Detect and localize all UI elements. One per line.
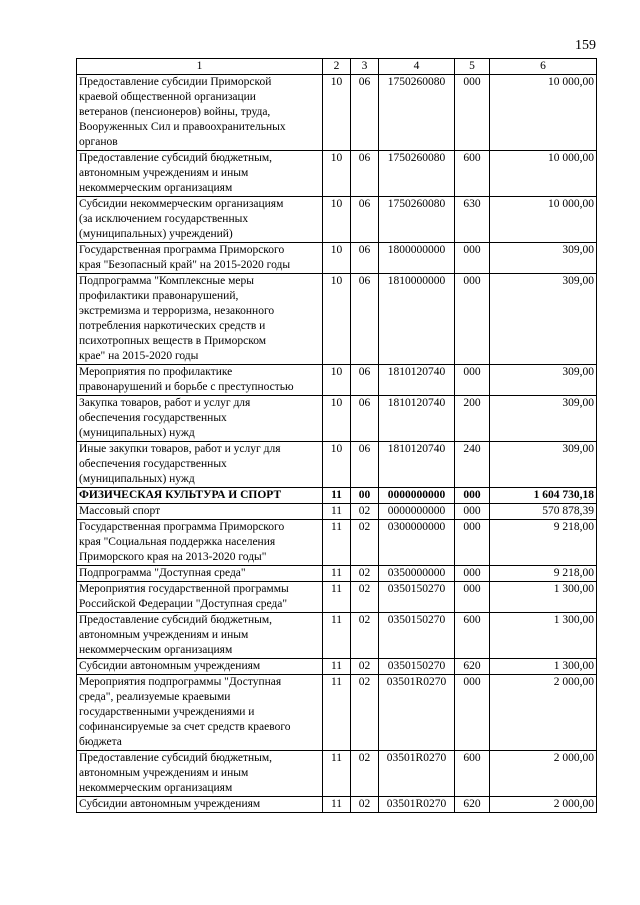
row-subsection-code: 02 <box>351 520 379 566</box>
header-col-4: 4 <box>379 59 455 75</box>
row-section-code: 11 <box>323 582 351 613</box>
row-section-code: 10 <box>323 396 351 442</box>
row-name-line: некоммерческим организациям <box>79 782 233 794</box>
row-name-line: (за исключением государственных <box>79 213 249 225</box>
row-name-line: края "Безопасный край" на 2015-2020 годы <box>79 259 291 271</box>
row-name <box>77 488 323 504</box>
row-name-line: Субсидии некоммерческим организациям <box>79 198 284 210</box>
row-name-line: Предоставление субсидии Приморской <box>79 76 272 88</box>
row-target-article-code: 1810000000 <box>379 274 455 365</box>
row-target-article-code: 0300000000 <box>379 520 455 566</box>
row-subsection-code: 02 <box>351 675 379 751</box>
row-subsection-code: 06 <box>351 365 379 396</box>
row-name-line: Иные закупки товаров, работ и услуг для <box>79 443 281 455</box>
row-name-line: (муниципальных) нужд <box>79 473 195 485</box>
row-subsection-code: 06 <box>351 442 379 488</box>
row-subsection-code: 06 <box>351 243 379 274</box>
row-amount: 2 000,00 <box>490 675 597 751</box>
row-name <box>77 151 323 197</box>
table-row <box>77 197 597 243</box>
row-name-line: Субсидии автономным учреждениям <box>79 660 261 672</box>
row-name-line: Приморского края на 2013-2020 годы" <box>79 551 267 563</box>
table-row <box>77 365 597 396</box>
row-expense-type-code: 620 <box>455 659 490 675</box>
row-section-code: 11 <box>323 797 351 813</box>
row-amount: 1 300,00 <box>490 613 597 659</box>
row-name-line: Закупка товаров, работ и услуг для <box>79 397 251 409</box>
row-name <box>77 566 323 582</box>
row-section-code: 10 <box>323 365 351 396</box>
row-subsection-code: 02 <box>351 504 379 520</box>
row-name-line: профилактики правонарушений, <box>79 290 239 302</box>
row-name-line: экстремизма и терроризма, незаконного <box>79 305 275 317</box>
row-subsection-code: 02 <box>351 582 379 613</box>
row-amount: 1 300,00 <box>490 659 597 675</box>
row-name-line: Мероприятия по профилактике <box>79 366 233 378</box>
row-amount: 309,00 <box>490 396 597 442</box>
row-amount: 1 604 730,18 <box>490 488 597 504</box>
row-name-line: Подпрограмма "Комплексные меры <box>79 275 254 287</box>
row-target-article-code: 03501R0270 <box>379 797 455 813</box>
row-expense-type-code: 000 <box>455 75 490 151</box>
row-target-article-code: 1810120740 <box>379 365 455 396</box>
row-subsection-code: 06 <box>351 151 379 197</box>
row-expense-type-code: 000 <box>455 274 490 365</box>
row-target-article-code: 0350150270 <box>379 613 455 659</box>
row-name <box>77 675 323 751</box>
row-name-line: обеспечения государственных <box>79 412 227 424</box>
row-name-line: автономным учреждениям и иным <box>79 629 249 641</box>
row-expense-type-code: 000 <box>455 488 490 504</box>
row-expense-type-code: 000 <box>455 520 490 566</box>
row-name-line: ветеранов (пенсионеров) войны, труда, <box>79 106 271 118</box>
row-name <box>77 442 323 488</box>
table-row <box>77 396 597 442</box>
row-target-article-code: 0000000000 <box>379 504 455 520</box>
row-name <box>77 797 323 813</box>
row-name-line: Государственная программа Приморского <box>79 521 285 533</box>
row-section-code: 11 <box>323 566 351 582</box>
row-expense-type-code: 630 <box>455 197 490 243</box>
row-name-line: обеспечения государственных <box>79 458 227 470</box>
row-name-line: органов <box>79 136 118 148</box>
row-section-code: 10 <box>323 75 351 151</box>
row-section-code: 10 <box>323 151 351 197</box>
row-name-line: психотропных веществ в Приморском <box>79 335 267 347</box>
row-expense-type-code: 600 <box>455 751 490 797</box>
row-name-line: Массовый спорт <box>79 505 161 517</box>
row-target-article-code: 0350150270 <box>379 582 455 613</box>
row-expense-type-code: 000 <box>455 504 490 520</box>
row-target-article-code: 1750260080 <box>379 197 455 243</box>
row-name-line: края "Социальная поддержка населения <box>79 536 276 548</box>
row-amount: 10 000,00 <box>490 75 597 151</box>
row-target-article-code: 1810120740 <box>379 396 455 442</box>
row-name-line: софинансируемые за счет средств краевого <box>79 721 291 733</box>
header-col-1: 1 <box>77 59 323 75</box>
row-section-code: 11 <box>323 504 351 520</box>
row-section-code: 11 <box>323 751 351 797</box>
row-expense-type-code: 000 <box>455 566 490 582</box>
row-name <box>77 582 323 613</box>
row-name-line: (муниципальных) учреждений) <box>79 228 233 240</box>
row-name-line: правонарушений и борьбе с преступностью <box>79 381 294 393</box>
row-subsection-code: 06 <box>351 274 379 365</box>
row-name-line: бюджета <box>79 736 122 748</box>
row-amount: 309,00 <box>490 274 597 365</box>
row-name <box>77 396 323 442</box>
row-target-article-code: 0350150270 <box>379 659 455 675</box>
row-amount: 10 000,00 <box>490 151 597 197</box>
table-row <box>77 151 597 197</box>
row-name <box>77 274 323 365</box>
row-section-code: 11 <box>323 675 351 751</box>
table-row <box>77 751 597 797</box>
row-expense-type-code: 620 <box>455 797 490 813</box>
row-section-code: 11 <box>323 520 351 566</box>
row-amount: 1 300,00 <box>490 582 597 613</box>
row-name-line: Предоставление субсидий бюджетным, <box>79 614 273 626</box>
row-target-article-code: 1750260080 <box>379 75 455 151</box>
row-name <box>77 243 323 274</box>
row-section-code: 11 <box>323 659 351 675</box>
row-section-code: 11 <box>323 488 351 504</box>
row-name <box>77 613 323 659</box>
row-name-line: Подпрограмма "Доступная среда" <box>79 567 246 579</box>
row-subsection-code: 02 <box>351 566 379 582</box>
row-target-article-code: 1750260080 <box>379 151 455 197</box>
row-target-article-code: 0000000000 <box>379 488 455 504</box>
row-target-article-code: 03501R0270 <box>379 751 455 797</box>
row-name-line: ФИЗИЧЕСКАЯ КУЛЬТУРА И СПОРТ <box>79 489 282 501</box>
row-name <box>77 751 323 797</box>
table-row <box>77 659 597 675</box>
row-expense-type-code: 200 <box>455 396 490 442</box>
row-name-line: автономным учреждениям и иным <box>79 167 249 179</box>
row-subsection-code: 06 <box>351 75 379 151</box>
table-row <box>77 566 597 582</box>
row-section-code: 10 <box>323 442 351 488</box>
row-expense-type-code: 600 <box>455 613 490 659</box>
row-name <box>77 365 323 396</box>
budget-table-body <box>77 75 597 813</box>
row-subsection-code: 00 <box>351 488 379 504</box>
row-name <box>77 520 323 566</box>
header-col-2: 2 <box>323 59 351 75</box>
row-name-line: Субсидии автономным учреждениям <box>79 798 261 810</box>
row-amount: 309,00 <box>490 442 597 488</box>
row-expense-type-code: 240 <box>455 442 490 488</box>
row-subsection-code: 06 <box>351 396 379 442</box>
row-section-code: 10 <box>323 274 351 365</box>
table-row <box>77 797 597 813</box>
row-name-line: некоммерческим организациям <box>79 182 233 194</box>
row-amount: 570 878,39 <box>490 504 597 520</box>
row-target-article-code: 1810120740 <box>379 442 455 488</box>
row-amount: 2 000,00 <box>490 751 597 797</box>
table-row <box>77 504 597 520</box>
row-section-code: 11 <box>323 613 351 659</box>
row-name-line: автономным учреждениям и иным <box>79 767 249 779</box>
row-amount: 10 000,00 <box>490 197 597 243</box>
row-name <box>77 659 323 675</box>
row-name-line: крае" на 2015-2020 годы <box>79 350 199 362</box>
row-name <box>77 75 323 151</box>
row-name-line: (муниципальных) нужд <box>79 427 195 439</box>
header-col-3: 3 <box>351 59 379 75</box>
page-number: 159 <box>575 38 596 53</box>
row-amount: 9 218,00 <box>490 520 597 566</box>
table-row <box>77 520 597 566</box>
row-subsection-code: 02 <box>351 659 379 675</box>
row-expense-type-code: 000 <box>455 243 490 274</box>
row-subsection-code: 02 <box>351 797 379 813</box>
table-row <box>77 243 597 274</box>
row-expense-type-code: 000 <box>455 365 490 396</box>
table-row <box>77 613 597 659</box>
row-name-line: Предоставление субсидий бюджетным, <box>79 752 273 764</box>
row-name-line: Предоставление субсидий бюджетным, <box>79 152 273 164</box>
row-name <box>77 504 323 520</box>
table-row <box>77 488 597 504</box>
row-expense-type-code: 000 <box>455 675 490 751</box>
row-name-line: Российской Федерации "Доступная среда" <box>79 598 288 610</box>
row-name-line: государственными учреждениями и <box>79 706 255 718</box>
header-col-5: 5 <box>455 59 490 75</box>
row-target-article-code: 03501R0270 <box>379 675 455 751</box>
row-subsection-code: 06 <box>351 197 379 243</box>
row-subsection-code: 02 <box>351 751 379 797</box>
row-name-line: некоммерческим организациям <box>79 644 233 656</box>
row-name-line: Государственная программа Приморского <box>79 244 285 256</box>
row-name-line: среда", реализуемые краевыми <box>79 691 231 703</box>
table-row <box>77 75 597 151</box>
header-col-6: 6 <box>490 59 597 75</box>
row-name-line: Мероприятия подпрограммы "Доступная <box>79 676 282 688</box>
row-target-article-code: 0350000000 <box>379 566 455 582</box>
table-row <box>77 675 597 751</box>
budget-table <box>76 58 597 813</box>
table-row <box>77 274 597 365</box>
header-row <box>77 59 597 75</box>
row-amount: 309,00 <box>490 365 597 396</box>
row-subsection-code: 02 <box>351 613 379 659</box>
row-name-line: Вооруженных Сил и правоохранительных <box>79 121 286 133</box>
row-amount: 309,00 <box>490 243 597 274</box>
table-row <box>77 442 597 488</box>
row-amount: 2 000,00 <box>490 797 597 813</box>
row-expense-type-code: 600 <box>455 151 490 197</box>
row-amount: 9 218,00 <box>490 566 597 582</box>
row-section-code: 10 <box>323 243 351 274</box>
row-name <box>77 197 323 243</box>
row-expense-type-code: 000 <box>455 582 490 613</box>
row-section-code: 10 <box>323 197 351 243</box>
row-name-line: потребления наркотических средств и <box>79 320 266 332</box>
row-target-article-code: 1800000000 <box>379 243 455 274</box>
row-name-line: Мероприятия государственной программы <box>79 583 289 595</box>
row-name-line: краевой общественной организации <box>79 91 256 103</box>
table-row <box>77 582 597 613</box>
